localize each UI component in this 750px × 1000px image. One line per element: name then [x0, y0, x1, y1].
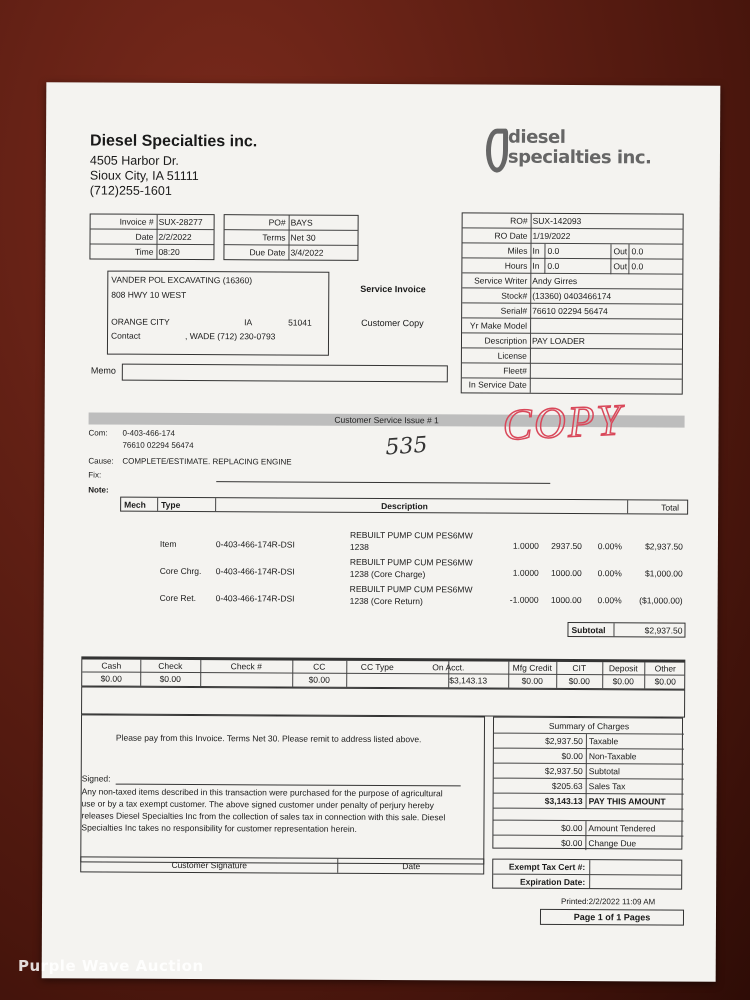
summary-subtotal-label: Subtotal — [588, 766, 620, 777]
hours-out-value: 0.0 — [631, 261, 644, 272]
line-item-price: 1000.00 — [550, 594, 582, 606]
subtotal-label: Subtotal — [571, 624, 606, 636]
line-item-discount: 0.00% — [597, 541, 622, 552]
payment-header-cit: CIT — [572, 663, 587, 674]
line-item-part: 0-403-466-174R-DSI — [215, 539, 295, 550]
payment-header-on-account: On Acct. — [432, 662, 465, 673]
line-item-total: $1,000.00 — [644, 568, 683, 579]
due-date-label: Due Date — [249, 247, 286, 258]
summary-non-taxable-label: Non-Taxable — [588, 751, 637, 762]
line-item-type: Core Chrg. — [159, 565, 202, 577]
stock-label: Stock# — [501, 290, 528, 301]
miles-in-label: In — [532, 245, 540, 256]
hours-in-label: In — [532, 260, 540, 271]
complaint-label: Com: — [88, 428, 108, 438]
miles-out-label: Out — [613, 246, 628, 257]
customer-state: IA — [244, 317, 253, 328]
signed-label: Signed: — [81, 773, 111, 784]
line-item-discount: 0.00% — [597, 568, 622, 579]
printed-timestamp: Printed:2/2/2022 11:09 AM — [561, 896, 656, 907]
line-item-type: Item — [159, 538, 177, 549]
serial-label: Serial# — [500, 305, 528, 316]
disclaimer-line: Any non-taxed items described in this transaction were purchased for the purpose of agricultural — [81, 786, 443, 799]
column-description: Description — [381, 501, 428, 512]
payment-message: Please pay from this Invoice. Terms Net 30. Please remit to address listed above. — [115, 732, 422, 745]
line-item-qty: 1.0000 — [512, 567, 539, 578]
summary-taxable-label: Taxable — [588, 736, 619, 747]
column-total: Total — [661, 502, 680, 513]
line-item-part: 0-403-466-174R-DSI — [215, 593, 295, 604]
service-writer-label: Service Writer — [474, 275, 528, 286]
miles-in-value: 0.0 — [547, 245, 560, 256]
memo-field[interactable] — [122, 364, 448, 383]
payment-header-cc-type: CC Type — [360, 661, 394, 673]
company-name: Diesel Specialties inc. — [89, 132, 258, 151]
invoice-time-label: Time — [134, 246, 154, 257]
terms-value: Net 30 — [290, 232, 316, 243]
payment-cit-value: $0.00 — [568, 675, 590, 687]
payment-cc-value: $0.00 — [308, 674, 330, 685]
serial-value: 76610 02294 56474 — [532, 305, 608, 317]
logo-mark-icon — [486, 129, 508, 173]
terms-label: Terms — [262, 232, 286, 243]
disclaimer-line: use or by a tax exempt customer. The above signed customer under penalty of perjury hereby — [81, 798, 434, 811]
customer-zip: 51041 — [288, 317, 312, 328]
payment-on-account-value: $3,143.13 — [449, 675, 488, 686]
customer-name: VANDER POL EXCAVATING (16360) — [111, 274, 253, 286]
line-item-row — [44, 528, 718, 552]
complaint-value-1: 0-403-466-174 — [122, 428, 176, 438]
logo-text-top: diesel — [508, 126, 566, 148]
payment-header-deposit: Deposit — [608, 663, 638, 674]
payment-deposit-value: $0.00 — [612, 676, 634, 687]
line-item-desc: REBUILT PUMP CUM PES6MW — [349, 556, 473, 568]
line-item-row — [44, 582, 718, 607]
fix-label: Fix: — [88, 470, 102, 480]
ro-value: SUX-142093 — [532, 215, 582, 227]
po-label: PO# — [268, 217, 286, 228]
invoice-info-box — [89, 213, 214, 260]
payment-header-check-number: Check # — [230, 661, 262, 672]
page-count: Page 1 of 1 Pages — [573, 912, 651, 923]
note-label: Note: — [88, 485, 109, 495]
disclaimer-line: Specialties Inc takes no responsibility for customer representation herein. — [81, 822, 357, 834]
ro-date-value: 1/19/2022 — [532, 230, 571, 241]
cause-label: Cause: — [88, 456, 114, 466]
summary-taxable-value: $2,937.50 — [545, 735, 583, 747]
summary-of-charges — [492, 717, 683, 850]
invoice-number-value: SUX-28277 — [158, 216, 203, 228]
disclaimer-line: releases Diesel Specialties Inc from the collection of sales tax in connection with this sale. Diesel — [81, 810, 446, 823]
line-item-type: Core Ret. — [159, 592, 197, 604]
customer-city: ORANGE CITY — [111, 316, 170, 327]
line-item-desc-2: 1238 (Core Charge) — [349, 568, 426, 580]
summary-sales-tax-label: Sales Tax — [588, 781, 626, 792]
exempt-cert-label: Exempt Tax Cert #: — [508, 861, 586, 873]
line-items-header — [120, 497, 688, 515]
summary-title: Summary of Charges — [548, 720, 630, 732]
copy-stamp: COPY — [501, 395, 625, 450]
hours-out-label: Out — [613, 261, 628, 272]
fleet-label: Fleet# — [503, 365, 527, 376]
company-street: 4505 Harbor Dr. — [89, 153, 179, 168]
amount-tendered-label: Amount Tendered — [588, 823, 656, 834]
invoice-date-value: 2/2/2022 — [158, 231, 192, 243]
miles-out-value: 0.0 — [631, 246, 644, 257]
license-label: License — [497, 350, 527, 361]
due-date-value: 3/4/2022 — [290, 247, 324, 258]
payments-table — [81, 656, 685, 689]
amount-tendered-value: $0.00 — [561, 822, 583, 834]
change-due-label: Change Due — [588, 838, 637, 849]
invoice-time-value: 08:20 — [158, 246, 180, 257]
logo-text-bottom: specialties inc. — [507, 146, 652, 169]
signature-date-label[interactable]: Date — [402, 861, 421, 872]
summary-pay-amount-label: PAY THIS AMOUNT — [588, 796, 666, 807]
line-item-part: 0-403-466-174R-DSI — [215, 566, 295, 577]
customer-contact-label: Contact — [110, 330, 141, 341]
payment-check-value: $0.00 — [159, 673, 181, 684]
exempt-tax-box — [492, 859, 682, 890]
memo-label: Memo — [90, 365, 116, 376]
document-type-title: Service Invoice — [360, 283, 426, 295]
line-item-discount: 0.00% — [597, 595, 622, 606]
message-box — [80, 714, 485, 864]
company-header — [90, 132, 258, 198]
payment-header-check: Check — [158, 660, 183, 671]
line-item-total: $2,937.50 — [645, 541, 683, 552]
company-city: Sioux City, IA 51111 — [89, 168, 199, 184]
summary-pay-amount-value: $3,143.13 — [544, 795, 583, 807]
expiration-date-label: Expiration Date: — [519, 876, 586, 888]
payment-other-value: $0.00 — [654, 676, 676, 687]
line-item-desc: REBUILT PUMP CUM PES6MW — [349, 583, 473, 595]
ro-info-box — [461, 212, 684, 394]
company-logo — [486, 127, 696, 178]
fix-line — [216, 481, 550, 484]
hours-in-value: 0.0 — [547, 260, 560, 271]
hours-label: Hours — [504, 260, 528, 271]
line-item-price: 2937.50 — [551, 540, 582, 552]
complaint-value-2: 76610 02294 56474 — [122, 440, 194, 451]
invoice-number-label: Invoice # — [119, 216, 154, 227]
cause-value: COMPLETE/ESTIMATE. REPLACING ENGINE — [122, 456, 292, 467]
ro-label: RO# — [510, 215, 528, 226]
stock-value: (13360) 0403466174 — [532, 290, 612, 302]
line-item-desc-2: 1238 (Core Return) — [349, 595, 423, 607]
customer-contact-value: , WADE (712) 230-0793 — [184, 330, 276, 342]
payment-mfg-credit-value: $0.00 — [521, 675, 543, 686]
description-value: PAY LOADER — [531, 335, 585, 347]
payment-header-mfg-credit: Mfg Credit — [512, 662, 552, 673]
column-mech: Mech — [124, 499, 146, 510]
payment-cash-value: $0.00 — [100, 673, 122, 684]
in-service-date-label: In Service Date — [468, 379, 527, 390]
payment-header-cash: Cash — [101, 660, 122, 671]
po-info-box — [223, 214, 358, 261]
customer-address-box — [107, 271, 329, 356]
line-item-qty: 1.0000 — [512, 540, 539, 551]
invoice-date-label: Date — [135, 231, 154, 242]
handwritten-note: 535 — [384, 432, 429, 461]
invoice-paper — [42, 82, 721, 982]
miles-label: Miles — [507, 245, 528, 256]
line-item-price: 1000.00 — [551, 567, 582, 579]
document-copy-label: Customer Copy — [361, 317, 424, 329]
service-writer-value: Andy Girres — [532, 275, 578, 287]
yr-make-model-label: Yr Make Model — [469, 320, 528, 331]
change-due-value: $0.00 — [561, 837, 583, 849]
subtotal-box — [567, 622, 685, 638]
company-phone: (712)255-1601 — [89, 183, 172, 198]
summary-non-taxable-value: $0.00 — [561, 750, 583, 762]
summary-sales-tax-value: $205.63 — [551, 780, 583, 792]
ro-date-label: RO Date — [494, 230, 528, 241]
customer-address: 808 HWY 10 WEST — [111, 289, 187, 300]
auction-watermark: Purple Wave Auction — [18, 957, 204, 975]
blank-band — [81, 686, 685, 717]
description-label: Description — [484, 335, 528, 346]
line-item-desc-2: 1238 — [349, 541, 369, 552]
po-value: BAYS — [290, 217, 313, 228]
signature-bar — [80, 856, 484, 874]
column-type: Type — [161, 499, 181, 510]
line-item-row — [44, 555, 718, 580]
payment-header-cc: CC — [313, 661, 326, 672]
line-item-qty: -1.0000 — [509, 594, 539, 605]
issue-header-bar: Customer Service Issue # 1 — [89, 412, 685, 427]
subtotal-value: $2,937.50 — [644, 625, 683, 636]
page-indicator — [540, 909, 684, 926]
summary-subtotal-value: $2,937.50 — [544, 765, 583, 777]
payment-header-other: Other — [654, 663, 676, 674]
line-item-desc: REBUILT PUMP CUM PES6MW — [349, 529, 473, 541]
line-item-total: ($1,000.00) — [639, 595, 683, 606]
customer-signature-label[interactable]: Customer Signature — [171, 859, 248, 871]
